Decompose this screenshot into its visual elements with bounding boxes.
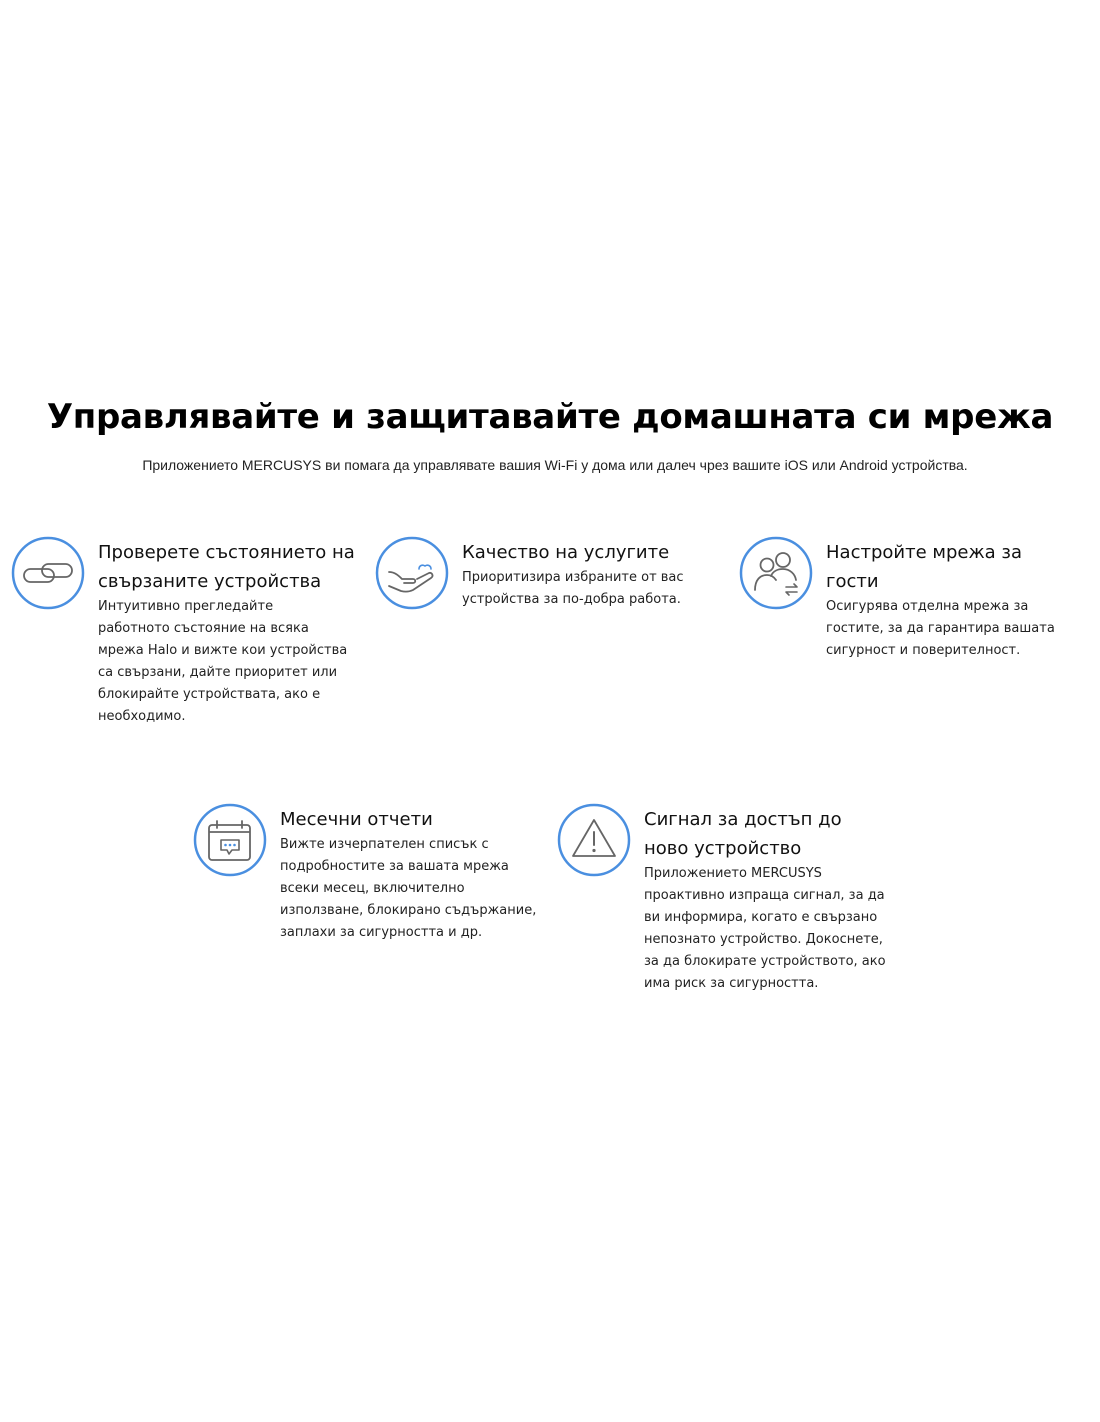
section-subtitle: Приложението MERCUSYS ви помага да управлявате вашия Wi-Fi у дома или далеч чрез вашите iOS или Android устройства.	[142, 457, 968, 473]
feature-description: Приложението MERCUSYS проактивно изпраща сигнал, за да ви информира, когато е свързано непознато устройство. Докоснете, за да блокирате устройството, ако има риск за сигурността.	[644, 866, 886, 991]
guests-icon	[739, 536, 813, 610]
feature-title: Качество на услугите	[462, 542, 670, 563]
feature-title: Настройте мрежа за гости	[826, 542, 1023, 592]
hand-icon	[375, 536, 449, 610]
feature-description: Интуитивно прегледайте работното състояние на всяка мрежа Halo и вижте кои устройства са свързани, дайте приоритет или блокирайте устройствата, ако е необходимо.	[98, 599, 348, 724]
section-title: Управлявайте и защитавайте домашната си мрежа	[46, 397, 1054, 437]
feature-title: Месечни отчети	[280, 809, 433, 830]
feature-description: Приоритизира избраните от вас устройства за по-добра работа.	[462, 570, 684, 607]
warning-icon	[557, 803, 631, 877]
link-icon	[11, 536, 85, 610]
feature-title: Проверете състоянието на свързаните устройства	[98, 542, 355, 592]
feature-description: Вижте изчерпателен списък с подробностите за вашата мрежа всеки месец, включително използване, блокирано съдържание, заплахи за сигурността и др.	[280, 837, 537, 940]
feature-description: Осигурява отделна мрежа за гостите, за да гарантира вашата сигурност и поверителност.	[826, 599, 1055, 658]
calendar-icon	[193, 803, 267, 877]
feature-title: Сигнал за достъп до ново устройство	[644, 809, 842, 859]
